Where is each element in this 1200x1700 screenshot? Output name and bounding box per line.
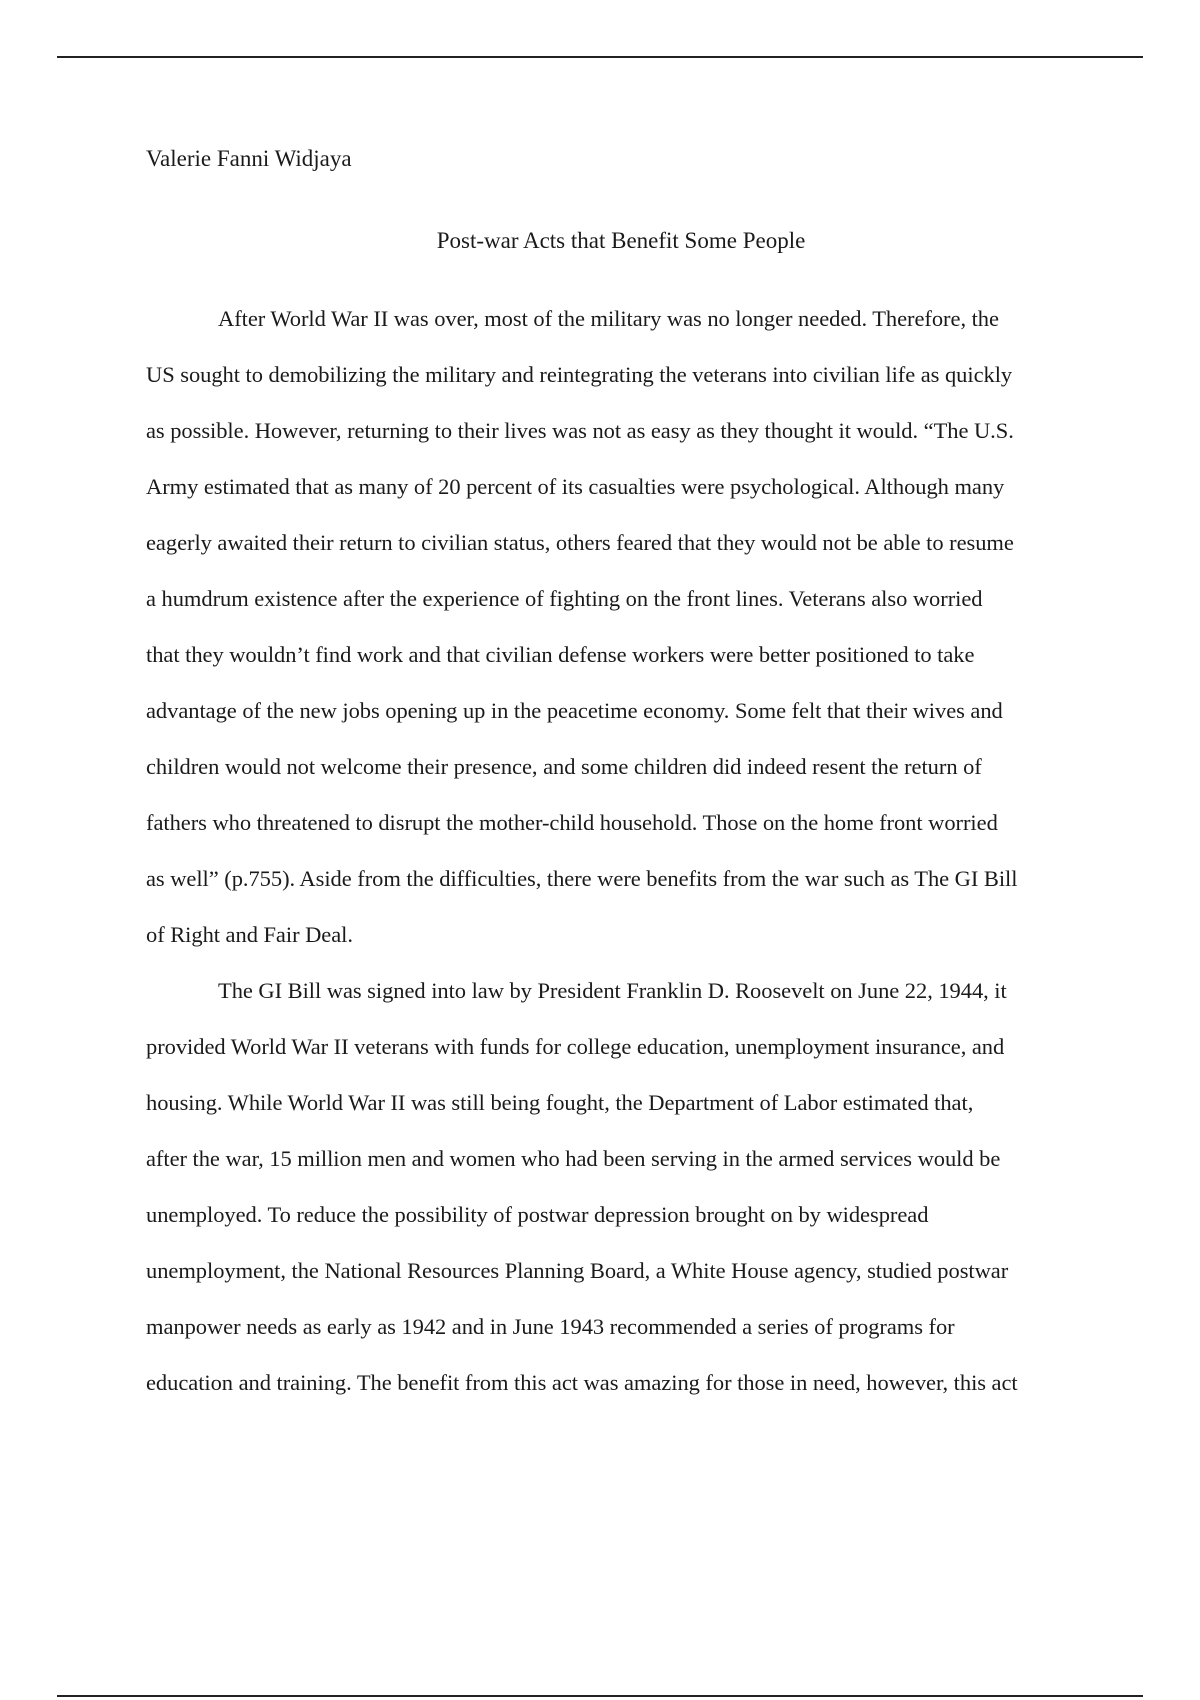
text-line: after the war, 15 million men and women who had been serving in the armed services would be [146,1146,1001,1171]
document-page [146,142,1096,1422]
text-line: unemployed. To reduce the possibility of postwar depression brought on by widespread [146,1202,929,1227]
text-line: The GI Bill was signed into law by President Franklin D. Roosevelt on June 22, 1944, it [218,978,1007,1003]
text-line: manpower needs as early as 1942 and in June 1943 recommended a series of programs for [146,1314,955,1339]
text-line: as well” (p.755). Aside from the difficulties, there were benefits from the war such as The GI Bill [146,866,1018,891]
text-line: housing. While World War II was still being fought, the Department of Labor estimated that, [146,1090,974,1115]
text-line: education and training. The benefit from this act was amazing for those in need, however, this act [146,1370,1018,1395]
text-line: Army estimated that as many of 20 percent of its casualties were psychological. Although many [146,474,1005,499]
essay-body [146,302,1096,1422]
text-line: that they wouldn’t find work and that civilian defense workers were better positioned to take [146,642,975,667]
text-line: a humdrum existence after the experience of fighting on the front lines. Veterans also worried [146,586,983,611]
text-line: US sought to demobilizing the military and reintegrating the veterans into civilian life as quickly [146,362,1013,387]
text-line: children would not welcome their presence, and some children did indeed resent the return of [146,754,982,779]
text-line: eagerly awaited their return to civilian status, others feared that they would not be able to resume [146,530,1014,555]
text-line: After World War II was over, most of the military was no longer needed. Therefore, the [218,306,999,331]
page-bottom-rule [57,1695,1143,1697]
text-line: of Right and Fair Deal. [146,922,353,947]
essay-title: Post-war Acts that Benefit Some People [436,228,806,253]
text-line: advantage of the new jobs opening up in the peacetime economy. Some felt that their wives and [146,698,1003,723]
text-line: as possible. However, returning to their lives was not as easy as they thought it would. “The U.S. [146,418,1014,443]
text-line: unemployment, the National Resources Planning Board, a White House agency, studied postwar [146,1258,1009,1283]
author-name: Valerie Fanni Widjaya [146,146,352,171]
text-line: provided World War II veterans with funds for college education, unemployment insurance, and [146,1034,1005,1059]
text-line: fathers who threatened to disrupt the mother-child household. Those on the home front worried [146,810,998,835]
page-top-rule [57,56,1143,58]
